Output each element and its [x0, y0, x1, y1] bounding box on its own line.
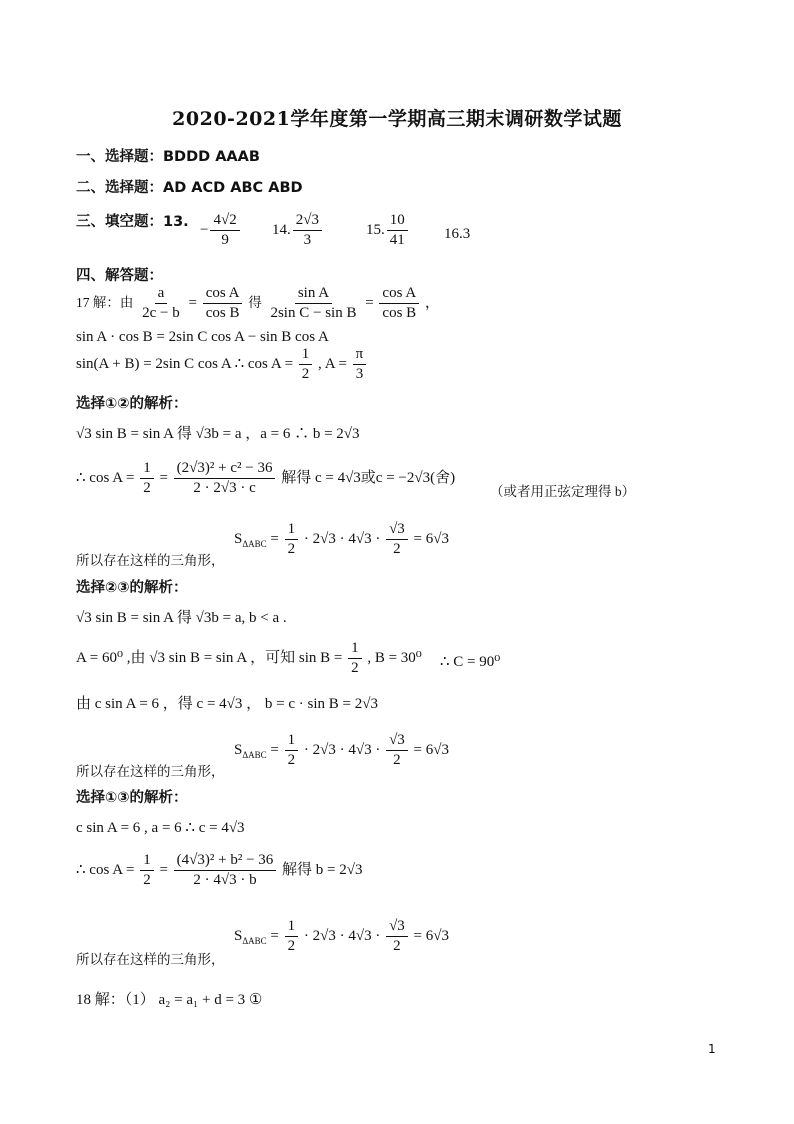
case-12-note: （或者用正弦定理得 b）	[490, 484, 636, 499]
case-12-line2: ∴ cos A = $\frac{1}{2}$ = $\frac{\text{(2√3)² + c² − 36}}{2 \cdot 2√3 \cdot c}$ 解得 c = 4√3或c = −2√3(舍)	[76, 460, 456, 497]
solutions-heading: 四、解答题：	[76, 268, 163, 284]
case-13-line2: ∴ cos A = $\frac{1}{2}$ = $\frac{\text{(4√3)² + b² − 36}}{2 \cdot 4√3 \cdot b}$ 解得 b = 2√3	[76, 852, 363, 889]
case-23-conclusion: 所以存在这样的三角形，	[76, 764, 225, 779]
case-23-line3: 由 c sin A = 6 ，得 c = 4√3 ， b = c · sin B = 2√3	[76, 696, 378, 712]
case-23-angle-c: ∴ C = 90⁰	[440, 654, 501, 670]
fill-blank-label: 三、填空题：13.	[76, 214, 189, 230]
multi-choice-answers: 二、选择题：AD ACD ABC ABD	[76, 180, 303, 196]
case-23-area: $S_{\Delta ABC}$ = $\frac{1}{2}$ · 2√3 · 4√3 · $\frac{√3}{2}$ = 6√3	[234, 732, 449, 769]
answer-14: 14. $\frac{2√3}{3}$	[272, 212, 324, 250]
case-23-heading: 选择②③的解析：	[76, 580, 188, 596]
page-number: 1	[708, 1042, 716, 1056]
case-12-heading: 选择①②的解析：	[76, 396, 188, 412]
answer-16: 16.3	[444, 226, 471, 242]
case-12-line1: √3 sin B = sin A 得 √3b = a ，a = 6 ∴ b = 2√3	[76, 426, 360, 442]
answer-13: − $\frac{4√2}{9}$	[200, 212, 242, 250]
page-title: 2020-2021学年度第一学期高三期末调研数学试题	[172, 108, 622, 130]
case-12-area: $S_{\Delta ABC}$ = $\frac{1}{2}$ · 2√3 · 4√3 · $\frac{√3}{2}$ = 6√3	[234, 521, 449, 558]
choice-answers: 一、选择题：BDDD AAAB	[76, 149, 260, 165]
case-23-line1: √3 sin B = sin A 得 √3b = a, b < a .	[76, 610, 287, 626]
problem-17-line3: sin(A + B) = 2sin C cos A ∴ cos A = $\frac{1}{2}$ , A = $\frac{\pi}{3}$	[76, 346, 368, 384]
case-12-conclusion: 所以存在这样的三角形，	[76, 553, 225, 568]
answer-15: 15. $\frac{10}{41}$	[366, 212, 410, 250]
problem-18-line1: 18 解：（1） a₂ = a₁ + d = 3 ①	[76, 992, 263, 1008]
case-23-line2: A = 60⁰ ,由 √3 sin B = sin A ，可知 sin B = $\frac{1}{2}$ , B = 30⁰	[76, 640, 422, 677]
problem-17-line2: sin A · cos B = 2sin C cos A − sin B cos A	[76, 329, 329, 345]
case-13-conclusion: 所以存在这样的三角形，	[76, 952, 225, 967]
case-13-area: $S_{\Delta ABC}$ = $\frac{1}{2}$ · 2√3 · 4√3 · $\frac{√3}{2}$ = 6√3	[234, 918, 449, 955]
case-13-line1: c sin A = 6 , a = 6 ∴ c = 4√3	[76, 820, 245, 836]
case-13-heading: 选择①③的解析：	[76, 790, 188, 806]
problem-17-line1: 17 解：由 $\frac{a}{2c - b}$ = $\frac{\text{cos A}}{\text{cos B}}$ 得 $\frac{\text{sin A}}{\text{2sin C − sin B}}$ = $\frac{\text{cos A}}{\text{cos B}}$ ，	[76, 285, 440, 322]
